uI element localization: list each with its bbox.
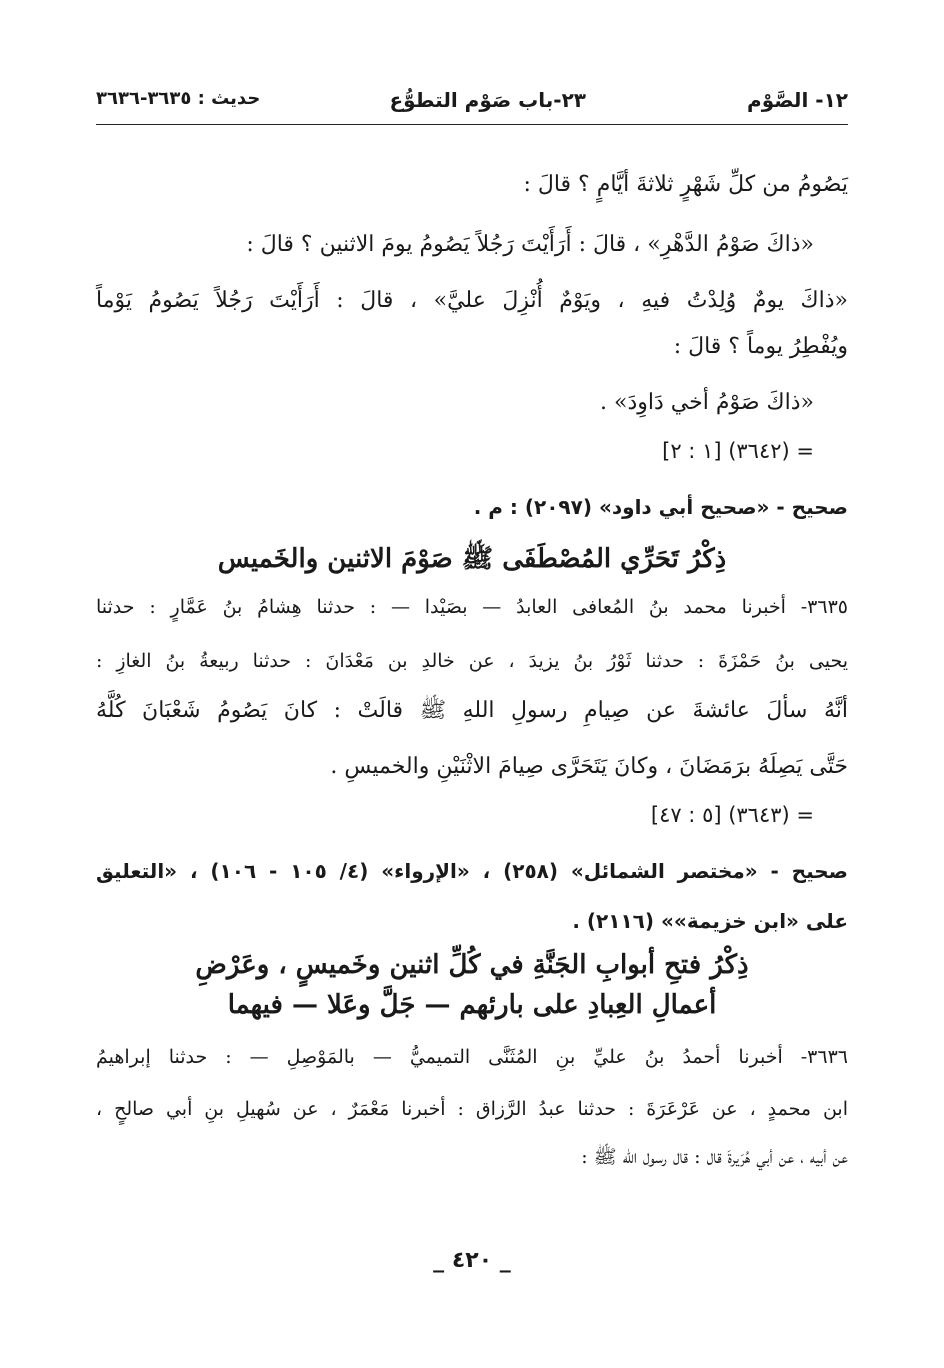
reference-number: = (٣٦٤٢) [١ : ٢] bbox=[662, 439, 814, 463]
hadith-text: أنَّهُ سألَ عائشةَ عن صِيامِ رسولِ اللهِ ﷺ قالَتْ : كانَ يَصُومُ شَعْبَانَ كُلَّهُ bbox=[96, 698, 848, 723]
page-number: _ ٤٢٠ _ bbox=[433, 1248, 511, 1273]
reference-number: = (٣٦٤٣) [٥ : ٤٧] bbox=[650, 803, 814, 827]
running-header bbox=[96, 84, 848, 125]
text-line: «ذاكَ صَوْمُ الدَّهْرِ» ، قالَ : أَرَأَيْتَ رَجُلاً يَصُومُ يومَ الاثنين ؟ قالَ : bbox=[246, 232, 814, 257]
text-line: ويُفْطِرُ يوماً ؟ قالَ : bbox=[673, 334, 848, 359]
hadith-range: حديث : ٣٦٣٥-٣٦٣٦ bbox=[96, 88, 261, 109]
isnad-line: ٣٦٣٥- أخبرنا محمد بنُ المُعافى العابدُ — بصَيْدا — : حدثنا هِشامُ بنُ عَمَّارٍ : حدثنا bbox=[96, 596, 848, 618]
chapter-heading: أعمالِ العِبادِ على بارئهم — جَلَّ وعَلا — فيهما bbox=[227, 990, 717, 1020]
text-line: يَصُومُ من كلِّ شَهْرٍ ثلاثةَ أيَّامٍ ؟ قالَ : bbox=[523, 172, 848, 197]
section-title: ٢٣-باب صَوْم التطوُّع bbox=[389, 88, 586, 112]
hadith-text: حَتَّى يَصِلَهُ برَمَضَانَ ، وكانَ يَتَحَرَّى صِيامَ الاثْنَيْنِ والخميسِ . bbox=[330, 754, 848, 779]
grading-note: على «ابن خزيمة»» (٢١١٦) . bbox=[572, 909, 848, 933]
chapter-heading: ذِكْرُ تَحَرِّي المُصْطَفَى ﷺ صَوْمَ الاثنين والخَميس bbox=[217, 544, 727, 574]
isnad-line: ٣٦٣٦- أخبرنا أحمدُ بنُ عليِّ بنِ المُثَنَّى التميميُّ — بالمَوْصِلِ — : حدثنا إبراهيمُ bbox=[96, 1046, 848, 1068]
grading-note: صحيح - «صحيح أبي داود» (٢٠٩٧) : م . bbox=[473, 495, 848, 519]
isnad-line: عن أبيه ، عن أبي هُرَيرةَ قال : قال رسول الله ﷺ : bbox=[581, 1146, 848, 1168]
text-line: «ذاكَ صَوْمُ أخي دَاوِدَ» . bbox=[600, 390, 814, 415]
grading-note: صحيح - «مختصر الشمائل» (٢٥٨) ، «الإرواء» (٤/ ١٠٥ - ١٠٦) ، «التعليق bbox=[96, 859, 849, 883]
chapter-heading: ذِكْرُ فتحِ أبوابِ الجَنَّةِ في كُلِّ اثنين وخَميسٍ ، وعَرْضِ bbox=[195, 950, 749, 980]
chapter-title: ١٢- الصَّوْم bbox=[747, 88, 848, 112]
isnad-line: ابن محمدٍ ، عن عَرْعَرَةَ : حدثنا عبدُ الرَّزاق : أخبرنا مَعْمَرٌ ، عن سُهيلِ بنِ أبي صالحٍ ، bbox=[96, 1098, 848, 1120]
isnad-line: يحيى بنُ حَمْزَةَ : حدثنا ثَوْرُ بنُ يزيدَ ، عن خالدِ بن مَعْدَانَ : حدثنا ربيعةُ بنُ الغازِ : bbox=[96, 650, 848, 672]
text-line: «ذاكَ يومٌ وُلِدْتُ فيهِ ، ويَوْمٌ أُنْزِلَ عليَّ» ، قالَ : أَرَأَيْتَ رَجُلاً يَصُومُ يَوْماً bbox=[96, 288, 848, 313]
